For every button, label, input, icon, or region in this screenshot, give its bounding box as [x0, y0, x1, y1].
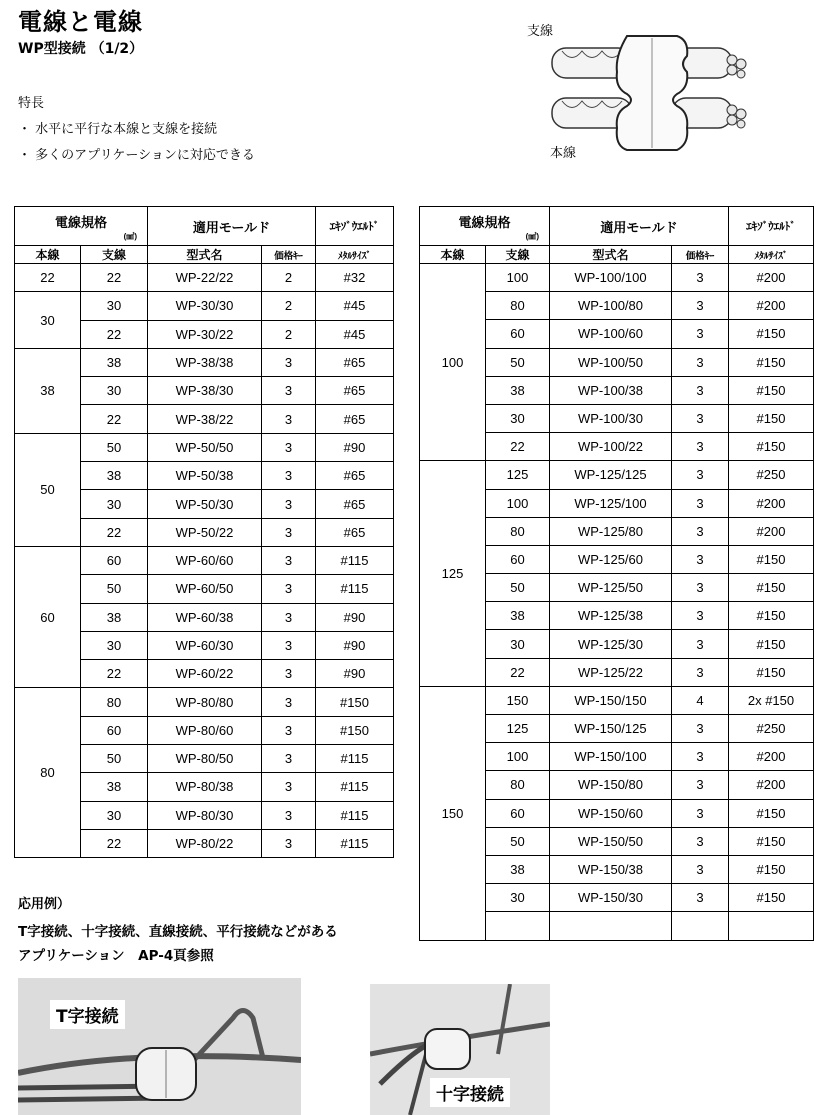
- model-name: WP-30/30: [148, 292, 262, 320]
- page-title: 電線と電線: [18, 8, 143, 36]
- branch-wire-size: 30: [81, 377, 148, 405]
- wire-spec-header: 電線規格 (㎟): [420, 207, 550, 246]
- branch-wire-size: 22: [81, 660, 148, 688]
- model-name: WP-50/30: [148, 490, 262, 518]
- table-row: [15, 292, 394, 320]
- branch-wire-size: 30: [81, 801, 148, 829]
- metal-size: #150: [729, 884, 814, 912]
- price-key: 3: [672, 545, 729, 573]
- applications-text: T字接続、十字接続、直線接続、平行接続などがある: [18, 924, 338, 940]
- main-wire-size: 80: [15, 688, 81, 858]
- price-key: 3: [262, 603, 316, 631]
- table-row: [15, 264, 394, 292]
- branch-wire-size: 38: [81, 462, 148, 490]
- branch-wire-label: 支線: [527, 20, 553, 39]
- metal-size: #200: [729, 743, 814, 771]
- cross-joint-label: 十字接続: [430, 1078, 510, 1107]
- metal-size: #115: [316, 546, 394, 574]
- model-name: WP-80/60: [148, 716, 262, 744]
- metal-size-header: ﾒﾀﾙｻｲｽﾞ: [729, 246, 814, 264]
- metal-size: #115: [316, 801, 394, 829]
- model-name: WP-60/50: [148, 575, 262, 603]
- metal-size: #115: [316, 829, 394, 857]
- branch-wire-size: 30: [81, 490, 148, 518]
- model-name: WP-125/60: [550, 545, 672, 573]
- model-name: [550, 912, 672, 940]
- model-name: WP-100/60: [550, 320, 672, 348]
- model-name: WP-30/22: [148, 320, 262, 348]
- price-key: 3: [672, 517, 729, 545]
- metal-size: #200: [729, 264, 814, 292]
- table-row: [15, 546, 394, 574]
- branch-wire-size: 50: [81, 575, 148, 603]
- price-key: 3: [672, 630, 729, 658]
- price-key: 3: [672, 489, 729, 517]
- branch-wire-size: 125: [486, 461, 550, 489]
- exoweld-header: ｴｷｿﾞｳｴﾙﾄﾞ: [729, 207, 814, 246]
- price-key: 3: [672, 658, 729, 686]
- price-key: 3: [262, 745, 316, 773]
- branch-wire-size: 22: [81, 264, 148, 292]
- metal-size: #115: [316, 773, 394, 801]
- price-key: 3: [672, 743, 729, 771]
- branch-wire-size: 30: [81, 631, 148, 659]
- model-name: WP-100/22: [550, 433, 672, 461]
- metal-size: #150: [729, 404, 814, 432]
- branch-wire-size: 50: [81, 745, 148, 773]
- branch-wire-size: 30: [486, 404, 550, 432]
- model-name: WP-38/38: [148, 348, 262, 376]
- metal-size: [729, 912, 814, 940]
- feature-item: ・ 多くのアプリケーションに対応できる: [18, 148, 255, 163]
- model-name: WP-150/100: [550, 743, 672, 771]
- price-key: 3: [262, 462, 316, 490]
- t-joint-photo: [18, 978, 301, 1115]
- mold-header: 適用モールド: [148, 207, 316, 246]
- model-name: WP-150/80: [550, 771, 672, 799]
- wire-spec-header: 電線規格 (㎟): [15, 207, 148, 246]
- price-key: 2: [262, 264, 316, 292]
- price-key: 3: [672, 827, 729, 855]
- branch-wire-size: 22: [81, 829, 148, 857]
- price-key: 3: [672, 376, 729, 404]
- branch-wire-size: 50: [81, 433, 148, 461]
- price-key: 3: [262, 405, 316, 433]
- t-joint-label: T字接続: [50, 1000, 125, 1029]
- price-key: 3: [262, 829, 316, 857]
- main-wire-label: 本線: [550, 142, 576, 161]
- branch-wire-size: 80: [486, 517, 550, 545]
- model-name: WP-150/150: [550, 686, 672, 714]
- price-key: 3: [672, 264, 729, 292]
- main-wire-size: 60: [15, 546, 81, 687]
- main-wire-size: 22: [15, 264, 81, 292]
- main-wire-header: 本線: [15, 246, 81, 264]
- price-key: 3: [672, 404, 729, 432]
- branch-wire-size: 38: [81, 773, 148, 801]
- metal-size: #32: [316, 264, 394, 292]
- branch-wire-size: 22: [486, 658, 550, 686]
- model-name: WP-125/100: [550, 489, 672, 517]
- branch-wire-size: 150: [486, 686, 550, 714]
- price-key: 3: [262, 518, 316, 546]
- model-name: WP-50/38: [148, 462, 262, 490]
- model-name: WP-125/80: [550, 517, 672, 545]
- branch-wire-size: 60: [486, 799, 550, 827]
- metal-size: #150: [316, 716, 394, 744]
- price-key: 3: [262, 631, 316, 659]
- metal-size: #200: [729, 292, 814, 320]
- main-wire-size: 50: [15, 433, 81, 546]
- branch-wire-size: 30: [486, 884, 550, 912]
- price-key: 3: [672, 461, 729, 489]
- model-name: WP-150/50: [550, 827, 672, 855]
- price-key: 3: [672, 884, 729, 912]
- metal-size: #150: [729, 855, 814, 883]
- price-key: 2: [262, 292, 316, 320]
- main-wire-size: 100: [420, 264, 486, 461]
- model-name: WP-125/38: [550, 602, 672, 630]
- mold-header: 適用モールド: [550, 207, 729, 246]
- model-name: WP-80/38: [148, 773, 262, 801]
- spec-table-left: [14, 206, 394, 858]
- table-row: [420, 461, 814, 489]
- price-key: 3: [262, 660, 316, 688]
- model-header: 型式名: [550, 246, 672, 264]
- price-key: 3: [672, 602, 729, 630]
- branch-wire-size: 38: [81, 348, 148, 376]
- branch-wire-size: 22: [81, 405, 148, 433]
- metal-size: #65: [316, 377, 394, 405]
- metal-size: #150: [729, 827, 814, 855]
- price-key: 3: [262, 716, 316, 744]
- spec-table-right: [419, 206, 814, 941]
- table-row: [15, 348, 394, 376]
- branch-wire-size: [486, 912, 550, 940]
- model-name: WP-50/22: [148, 518, 262, 546]
- model-name: WP-100/80: [550, 292, 672, 320]
- price-key: 3: [672, 799, 729, 827]
- price-key: 3: [262, 773, 316, 801]
- model-name: WP-60/60: [148, 546, 262, 574]
- model-name: WP-125/22: [550, 658, 672, 686]
- branch-wire-size: 50: [486, 827, 550, 855]
- metal-size: #150: [729, 348, 814, 376]
- model-name: WP-80/30: [148, 801, 262, 829]
- branch-wire-size: 38: [486, 376, 550, 404]
- metal-size: #200: [729, 771, 814, 799]
- model-name: WP-60/30: [148, 631, 262, 659]
- exoweld-header: ｴｷｿﾞｳｴﾙﾄﾞ: [316, 207, 394, 246]
- metal-size: #250: [729, 461, 814, 489]
- model-name: WP-80/50: [148, 745, 262, 773]
- table-row: [15, 433, 394, 461]
- metal-size: #90: [316, 433, 394, 461]
- metal-size: #150: [729, 658, 814, 686]
- model-name: WP-100/30: [550, 404, 672, 432]
- table-row: [420, 264, 814, 292]
- metal-size: #90: [316, 660, 394, 688]
- model-name: WP-100/50: [550, 348, 672, 376]
- model-name: WP-22/22: [148, 264, 262, 292]
- metal-size: 2x #150: [729, 686, 814, 714]
- branch-wire-size: 38: [486, 855, 550, 883]
- model-name: WP-150/60: [550, 799, 672, 827]
- features-heading: 特長: [18, 96, 45, 111]
- model-name: WP-60/22: [148, 660, 262, 688]
- metal-size: #115: [316, 575, 394, 603]
- branch-wire-size: 38: [486, 602, 550, 630]
- model-name: WP-80/22: [148, 829, 262, 857]
- price-key: 4: [672, 686, 729, 714]
- price-key: 3: [262, 348, 316, 376]
- branch-wire-size: 22: [486, 433, 550, 461]
- model-name: WP-125/30: [550, 630, 672, 658]
- metal-size: #150: [729, 630, 814, 658]
- metal-size: #65: [316, 518, 394, 546]
- branch-wire-size: 80: [486, 292, 550, 320]
- price-key: 3: [262, 801, 316, 829]
- metal-size: #65: [316, 405, 394, 433]
- metal-size: #150: [729, 602, 814, 630]
- model-name: WP-50/50: [148, 433, 262, 461]
- table-row: [420, 686, 814, 714]
- model-name: WP-38/30: [148, 377, 262, 405]
- branch-wire-size: 60: [486, 320, 550, 348]
- metal-size: #90: [316, 603, 394, 631]
- main-wire-size: 30: [15, 292, 81, 349]
- table-row: [15, 688, 394, 716]
- metal-size: #45: [316, 292, 394, 320]
- model-name: WP-125/50: [550, 574, 672, 602]
- price-key: 3: [672, 574, 729, 602]
- metal-size: #65: [316, 462, 394, 490]
- metal-size: #150: [729, 799, 814, 827]
- model-header: 型式名: [148, 246, 262, 264]
- price-key: 3: [672, 855, 729, 883]
- branch-wire-size: 30: [81, 292, 148, 320]
- price-key: 3: [262, 688, 316, 716]
- price-key: 3: [262, 377, 316, 405]
- metal-size: #150: [729, 574, 814, 602]
- price-key: 3: [672, 292, 729, 320]
- metal-size: #65: [316, 490, 394, 518]
- branch-wire-size: 100: [486, 264, 550, 292]
- branch-wire-size: 60: [81, 546, 148, 574]
- branch-wire-size: 38: [81, 603, 148, 631]
- branch-wire-size: 100: [486, 489, 550, 517]
- branch-wire-size: 50: [486, 348, 550, 376]
- branch-wire-size: 22: [81, 518, 148, 546]
- metal-size: #90: [316, 631, 394, 659]
- price-key: 3: [672, 715, 729, 743]
- main-wire-size: 150: [420, 686, 486, 940]
- price-key: 3: [262, 490, 316, 518]
- price-key-header: 価格ｷｰ: [262, 246, 316, 264]
- price-key: 2: [262, 320, 316, 348]
- main-wire-size: 38: [15, 348, 81, 433]
- branch-wire-size: 100: [486, 743, 550, 771]
- main-wire-header: 本線: [420, 246, 486, 264]
- model-name: WP-38/22: [148, 405, 262, 433]
- metal-size: #65: [316, 348, 394, 376]
- model-name: WP-150/38: [550, 855, 672, 883]
- branch-wire-size: 22: [81, 320, 148, 348]
- branch-wire-size: 60: [486, 545, 550, 573]
- branch-wire-size: 125: [486, 715, 550, 743]
- price-key: 3: [262, 433, 316, 461]
- metal-size: #200: [729, 517, 814, 545]
- metal-size: #150: [729, 433, 814, 461]
- model-name: WP-80/80: [148, 688, 262, 716]
- price-key-header: 価格ｷｰ: [672, 246, 729, 264]
- price-key: 3: [262, 575, 316, 603]
- feature-item: ・ 水平に平行な本線と支線を接続: [18, 122, 218, 137]
- branch-wire-header: 支線: [81, 246, 148, 264]
- branch-wire-size: 30: [486, 630, 550, 658]
- metal-size: #250: [729, 715, 814, 743]
- price-key: 3: [262, 546, 316, 574]
- metal-size: #115: [316, 745, 394, 773]
- branch-wire-size: 60: [81, 716, 148, 744]
- metal-size: #150: [729, 545, 814, 573]
- price-key: 3: [672, 433, 729, 461]
- applications-heading: 応用例）: [18, 897, 71, 912]
- metal-size-header: ﾒﾀﾙｻｲｽﾞ: [316, 246, 394, 264]
- branch-wire-size: 50: [486, 574, 550, 602]
- applications-reference: アプリケーション AP-4頁参照: [18, 948, 214, 964]
- price-key: [672, 912, 729, 940]
- page-subtitle: WP型接続 （1/2）: [18, 41, 144, 57]
- price-key: 3: [672, 348, 729, 376]
- branch-wire-header: 支線: [486, 246, 550, 264]
- model-name: WP-100/100: [550, 264, 672, 292]
- model-name: WP-150/30: [550, 884, 672, 912]
- price-key: 3: [672, 320, 729, 348]
- branch-wire-size: 80: [486, 771, 550, 799]
- model-name: WP-60/38: [148, 603, 262, 631]
- model-name: WP-150/125: [550, 715, 672, 743]
- metal-size: #150: [316, 688, 394, 716]
- metal-size: #200: [729, 489, 814, 517]
- metal-size: #45: [316, 320, 394, 348]
- metal-size: #150: [729, 376, 814, 404]
- metal-size: #150: [729, 320, 814, 348]
- main-wire-size: 125: [420, 461, 486, 687]
- model-name: WP-100/38: [550, 376, 672, 404]
- price-key: 3: [672, 771, 729, 799]
- branch-wire-size: 80: [81, 688, 148, 716]
- model-name: WP-125/125: [550, 461, 672, 489]
